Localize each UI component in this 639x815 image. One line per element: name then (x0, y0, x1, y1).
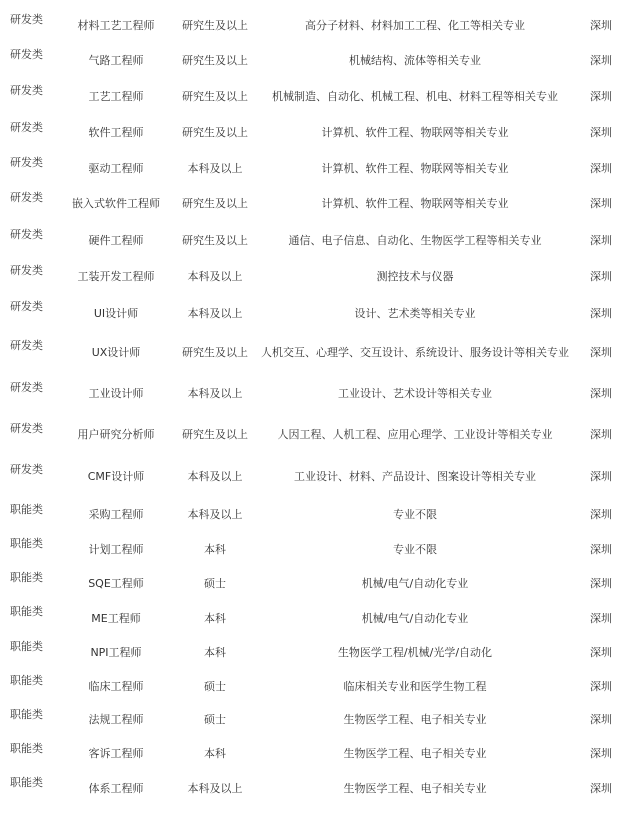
major-cell: 生物医学工程/机械/光学/自动化 (337, 646, 493, 659)
education-cell: 研究生及以上 (182, 19, 248, 32)
city-cell: 深圳 (590, 747, 612, 760)
city-cell: 深圳 (590, 270, 612, 283)
job-title-cell: 采购工程师 (88, 508, 144, 521)
job-title-cell: 硬件工程师 (88, 234, 144, 247)
major-cell: 人机交互、心理学、交互设计、系统设计、服务设计等相关专业 (261, 346, 569, 359)
city-cell: 深圳 (590, 428, 612, 441)
major-cell: 工业设计、艺术设计等相关专业 (338, 387, 492, 400)
job-title-cell: 气路工程师 (88, 54, 144, 67)
city-cell: 深圳 (590, 234, 612, 247)
major-cell: 测控技术与仪器 (376, 270, 454, 283)
city-cell: 深圳 (590, 197, 612, 210)
city-cell: 深圳 (590, 19, 612, 32)
city-cell: 深圳 (590, 782, 612, 795)
education-cell: 硕士 (204, 577, 226, 590)
major-cell: 计算机、软件工程、物联网等相关专业 (321, 126, 509, 139)
category-cell: 研发类 (10, 156, 43, 169)
major-cell: 计算机、软件工程、物联网等相关专业 (321, 162, 509, 175)
job-title-cell: 材料工艺工程师 (77, 19, 155, 32)
category-cell: 研发类 (10, 463, 43, 476)
major-cell: 生物医学工程、电子相关专业 (343, 713, 487, 726)
major-cell: 专业不限 (393, 543, 437, 556)
category-cell: 职能类 (10, 708, 43, 721)
city-cell: 深圳 (590, 577, 612, 590)
major-cell: 高分子材料、材料加工工程、化工等相关专业 (305, 19, 525, 32)
city-cell: 深圳 (590, 387, 612, 400)
major-cell: 机械/电气/自动化专业 (361, 612, 469, 625)
education-cell: 本科及以上 (187, 782, 243, 795)
education-cell: 研究生及以上 (182, 346, 248, 359)
education-cell: 本科及以上 (187, 508, 243, 521)
city-cell: 深圳 (590, 90, 612, 103)
job-title-cell: NPI工程师 (90, 646, 142, 659)
job-title-cell: 用户研究分析师 (77, 428, 155, 441)
major-cell: 设计、艺术类等相关专业 (354, 307, 476, 320)
major-cell: 工业设计、材料、产品设计、图案设计等相关专业 (294, 470, 536, 483)
city-cell: 深圳 (590, 508, 612, 521)
education-cell: 本科 (204, 612, 226, 625)
education-cell: 本科及以上 (187, 387, 243, 400)
major-cell: 临床相关专业和医学生物工程 (343, 680, 487, 693)
category-cell: 研发类 (10, 381, 43, 394)
category-cell: 职能类 (10, 537, 43, 550)
education-cell: 本科及以上 (187, 307, 243, 320)
city-cell: 深圳 (590, 646, 612, 659)
major-cell: 机械结构、流体等相关专业 (349, 54, 481, 67)
category-cell: 研发类 (10, 13, 43, 26)
job-title-cell: 客诉工程师 (88, 747, 144, 760)
category-cell: 研发类 (10, 228, 43, 241)
education-cell: 研究生及以上 (182, 234, 248, 247)
education-cell: 本科及以上 (187, 162, 243, 175)
city-cell: 深圳 (590, 307, 612, 320)
category-cell: 职能类 (10, 571, 43, 584)
education-cell: 硕士 (204, 713, 226, 726)
job-title-cell: CMF设计师 (87, 470, 145, 483)
job-title-cell: 软件工程师 (88, 126, 144, 139)
job-title-cell: UX设计师 (91, 346, 141, 359)
city-cell: 深圳 (590, 713, 612, 726)
job-title-cell: 嵌入式软件工程师 (72, 197, 160, 210)
job-title-cell: 工业设计师 (88, 387, 144, 400)
major-cell: 人因工程、人机工程、应用心理学、工业设计等相关专业 (277, 428, 553, 441)
city-cell: 深圳 (590, 54, 612, 67)
education-cell: 研究生及以上 (182, 197, 248, 210)
category-cell: 研发类 (10, 84, 43, 97)
city-cell: 深圳 (590, 162, 612, 175)
education-cell: 本科及以上 (187, 470, 243, 483)
job-title-cell: 法规工程师 (88, 713, 144, 726)
city-cell: 深圳 (590, 470, 612, 483)
major-cell: 通信、电子信息、自动化、生物医学工程等相关专业 (288, 234, 542, 247)
major-cell: 生物医学工程、电子相关专业 (343, 782, 487, 795)
job-title-cell: UI设计师 (93, 307, 139, 320)
category-cell: 研发类 (10, 264, 43, 277)
category-cell: 研发类 (10, 422, 43, 435)
education-cell: 研究生及以上 (182, 54, 248, 67)
category-cell: 职能类 (10, 742, 43, 755)
major-cell: 机械/电气/自动化专业 (361, 577, 469, 590)
category-cell: 职能类 (10, 674, 43, 687)
category-cell: 研发类 (10, 121, 43, 134)
city-cell: 深圳 (590, 346, 612, 359)
category-cell: 职能类 (10, 776, 43, 789)
city-cell: 深圳 (590, 543, 612, 556)
job-title-cell: 工艺工程师 (88, 90, 144, 103)
city-cell: 深圳 (590, 612, 612, 625)
city-cell: 深圳 (590, 126, 612, 139)
category-cell: 研发类 (10, 300, 43, 313)
education-cell: 研究生及以上 (182, 90, 248, 103)
category-cell: 职能类 (10, 503, 43, 516)
category-cell: 研发类 (10, 339, 43, 352)
major-cell: 机械制造、自动化、机械工程、机电、材料工程等相关专业 (272, 90, 558, 103)
category-cell: 职能类 (10, 605, 43, 618)
job-title-cell: 工装开发工程师 (77, 270, 155, 283)
category-cell: 研发类 (10, 191, 43, 204)
job-title-cell: ME工程师 (91, 612, 141, 625)
job-title-cell: 驱动工程师 (88, 162, 144, 175)
education-cell: 硕士 (204, 680, 226, 693)
education-cell: 本科 (204, 747, 226, 760)
education-cell: 本科 (204, 646, 226, 659)
major-cell: 计算机、软件工程、物联网等相关专业 (321, 197, 509, 210)
education-cell: 研究生及以上 (182, 428, 248, 441)
major-cell: 专业不限 (393, 508, 437, 521)
job-title-cell: SQE工程师 (88, 577, 144, 590)
job-title-cell: 计划工程师 (88, 543, 144, 556)
education-cell: 本科及以上 (187, 270, 243, 283)
education-cell: 研究生及以上 (182, 126, 248, 139)
job-title-cell: 临床工程师 (88, 680, 144, 693)
major-cell: 生物医学工程、电子相关专业 (343, 747, 487, 760)
education-cell: 本科 (204, 543, 226, 556)
category-cell: 职能类 (10, 640, 43, 653)
category-cell: 研发类 (10, 48, 43, 61)
city-cell: 深圳 (590, 680, 612, 693)
job-title-cell: 体系工程师 (88, 782, 144, 795)
